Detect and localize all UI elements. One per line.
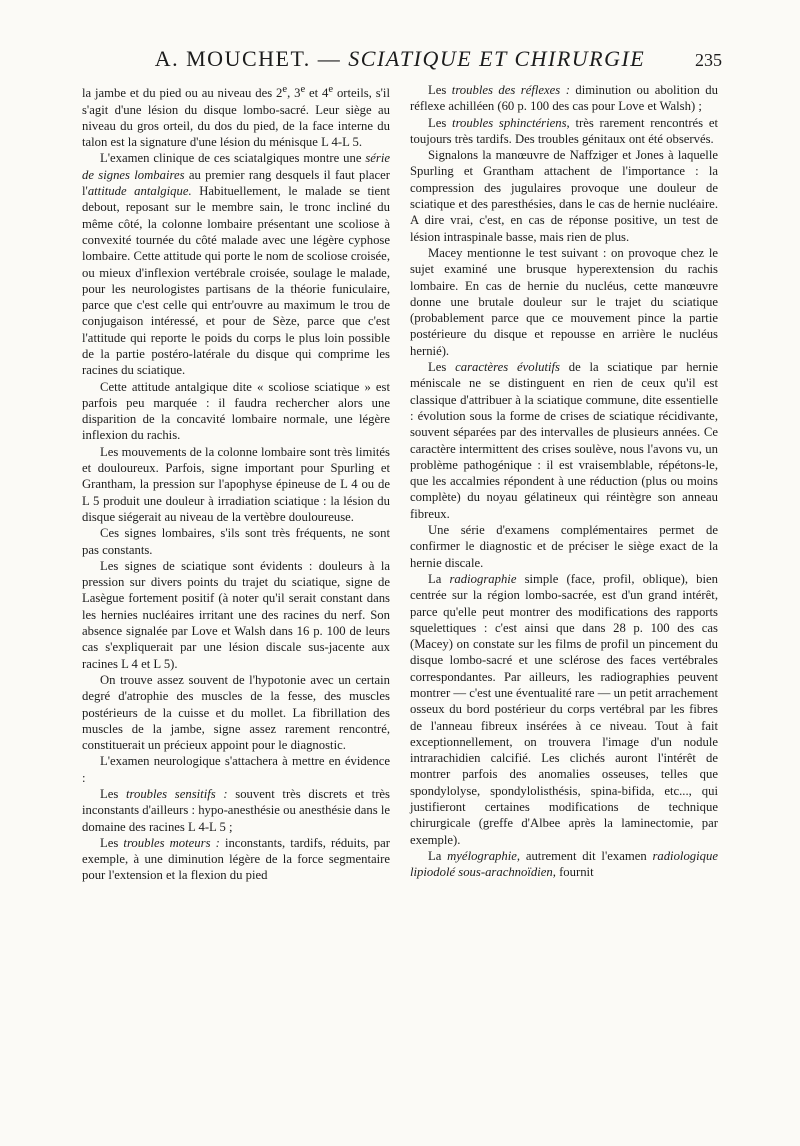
paragraph: La myélographie, autrement dit l'examen radiologique lipiodolé sous-arachnoïdien, fournit	[410, 848, 718, 880]
paragraph: Ces signes lombaires, s'ils sont très fréquents, ne sont pas constants.	[82, 526, 390, 557]
paragraph: Signalons la manœuvre de Naffziger et Jones à laquelle Spurling et Grantham attachent de l'importance : la compression des jugulaires provoque une douleur de sciatique et des paresthésies, dans le cas de hernie nucléaire. A dire vrai, c'est, en cas de réponse positive, un test de lésion intraspinale basse, mais rien de plus.	[410, 148, 718, 244]
paragraph: la jambe et du pied ou au niveau des 2e, 3e et 4e orteils, s'il s'agit d'une lésion du disque lombo-sacré. Leur siège au niveau du gros orteil, du dos du pied, de la face interne du talon est la signature d'une lésion du ménisque L 4-L 5.	[82, 84, 390, 150]
paragraph: L'examen clinique de ces sciatalgiques montre une série de signes lombaires au premier rang desquels il faut placer l'attitude antalgique. Habituellement, le malade se tient debout, reposant sur le membre sain, le tronc incliné du même côté, la colonne lombaire présentant une scoliose à convexité tournée du côté malade avec une légère cyphose lombaire. Cette attitude qui porte le nom de scoliose croisée, ou mieux d'inflexion vertébrale croisée, soulage le malade, pour les neurologistes partisans de la théorie funiculaire, parce que c'est celle qui entr'ouvre au maximum le trou de conjugaison intéressé, et pour de Sèze, parce que c'est l'attitude qui reporte le poids du corps le plus loin possible de la partie postéro-latérale du disque qui comprime les racines du sciatique.	[82, 151, 390, 378]
running-header	[0, 46, 800, 80]
running-title	[0, 46, 800, 72]
author-name: A. MOUCHET.	[154, 46, 311, 71]
paragraph: Les troubles moteurs : inconstants, tardifs, réduits, par exemple, à une diminution légère de la force segmentaire pour l'extension et la flexion du pied	[82, 835, 390, 883]
article-subject: SCIATIQUE ET CHIRURGIE	[348, 46, 646, 71]
page-number: 235	[695, 50, 722, 70]
paragraph: Les signes de sciatique sont évidents : douleurs à la pression sur divers points du trajet du sciatique, signe de Lasègue fortement positif (à noter qu'il serait constant dans les hernies nucléaires irritant une des racines du nerf. Son absence signalée par Love et Walsh dans 16 p. 100 de leurs cas s'expliquerait par une lésion discale sus-jacente aux racines L 4 et L 5).	[82, 558, 390, 671]
paragraph: Macey mentionne le test suivant : on provoque chez le sujet examiné une brusque hyperextension du rachis lombaire. En cas de hernie du nucléus, cette manœuvre donne une brutale douleur sur le trajet du sciatique (probablement parce que ce mouvement pince la partie postérieure du disque et repousse en arrière le nucléus hernié).	[410, 245, 718, 358]
right-column	[410, 82, 718, 881]
paragraph: Les troubles sphinctériens, très rarement rencontrés et toujours très tardifs. Des troubles génitaux ont été observés.	[410, 115, 718, 146]
paragraph: Les troubles des réflexes : diminution ou abolition du réflexe achilléen (60 p. 100 des cas pour Love et Walsh) ;	[410, 83, 718, 114]
left-column	[82, 82, 390, 884]
paragraph: Une série d'examens complémentaires permet de confirmer le diagnostic et de préciser le siège exact de la hernie discale.	[410, 523, 718, 570]
paragraph: L'examen neurologique s'attachera à mettre en évidence :	[82, 754, 390, 785]
paragraph: Les caractères évolutifs de la sciatique par hernie méniscale ne se distinguent en rien de ceux qu'il est classique d'attribuer à la sciatique commune, dite essentielle : évolution sous la forme de crises de sciatique récidivante, souvent séparées par des intervalles de plusieurs années. Ce caractère intermittent des crises soulève, nous l'avons vu, un problème pathogénique : il est vraisemblable, répétons-le, que les accalmies répondent à une réduction (plus ou moins complète) du noyau gélatineux qui réintègre son anneau fibreux.	[410, 360, 718, 521]
paragraph: Les mouvements de la colonne lombaire sont très limités et douloureux. Parfois, signe important pour Spurling et Grantham, la pression sur l'apophyse épineuse de L 4 ou de L 5 produit une douleur à irradiation sciatique : la lésion du disque siégerait au niveau de la vertèbre douloureuse.	[82, 444, 390, 524]
paragraph: Cette attitude antalgique dite « scoliose sciatique » est parfois peu marquée : il faudra rechercher alors une disparition de la concavité lombaire normale, une légère inflexion du rachis.	[82, 379, 390, 443]
title-separator: —	[310, 46, 349, 71]
paragraph: Les troubles sensitifs : souvent très discrets et très inconstants d'ailleurs : hypo-anesthésie ou anesthésie dans le domaine des racines L 4-L 5 ;	[82, 787, 390, 834]
paragraph: On trouve assez souvent de l'hypotonie avec un certain degré d'atrophie des muscles de la fesse, des muscles postérieurs de la cuisse et du mollet. La fibrillation des muscles de la jambe, signe assez rarement rencontré, constituerait un précieux appoint pour le diagnostic.	[82, 672, 390, 753]
paragraph: La radiographie simple (face, profil, oblique), bien centrée sur la région lombo-sacrée, est d'un grand intérêt, parce qu'elle peut montrer des modifications des rapports squelettiques : c'est ainsi que dans 28 p. 100 des cas (Macey) on constate sur les films de profil un pincement du disque lombo-sacré et une sclérose des faces vertébrales correspondantes. Par ailleurs, les radiographies peuvent montrer — c'est une éventualité rare — un petit arrachement osseux du bord postérieur du corps vertébral par les fibres de l'anneau fibreux insérées à ce niveau. Tout à fait exceptionnellement, on trouvera l'image d'un nodule intrarachidien calcifié. Les clichés auront l'intérêt de montrer parfois des anomalies osseuses, telles que spondylolyse, spondylolisthésis, spina-bifida, etc..., qui justifieront certaines modifications de technique chirurgicale (greffe d'Albee après la laminectomie, par exemple).	[410, 571, 718, 847]
